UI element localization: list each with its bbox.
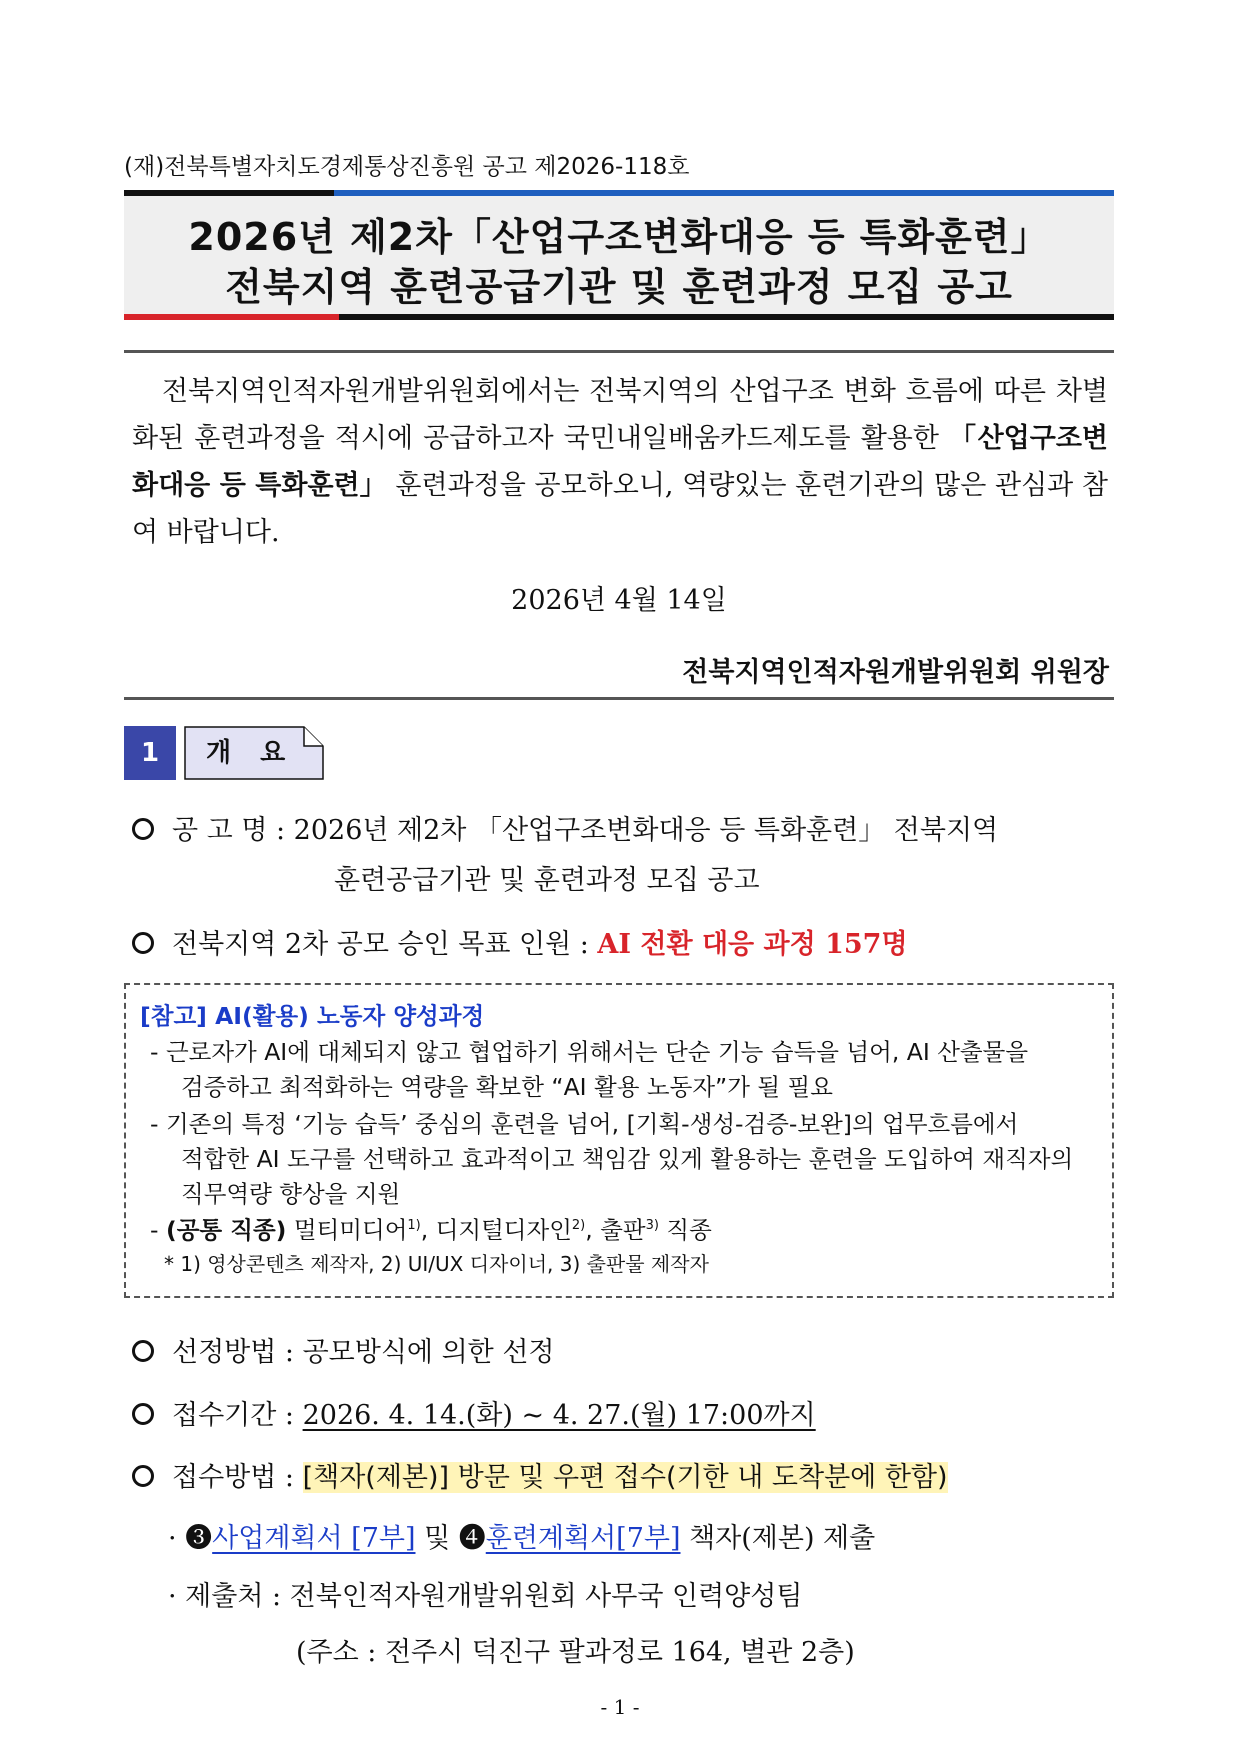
- item-target-label: 전북지역 2차 공모 승인 목표 인원 :: [172, 929, 598, 960]
- section-number: 1: [124, 726, 176, 780]
- reference-line: 직무역량 향상을 지원: [181, 1180, 401, 1208]
- circle-bullet-icon: [132, 1465, 154, 1487]
- reference-heading: [참고] AI(활용) 노동자 양성과정: [140, 1002, 485, 1030]
- circle-bullet-icon: [132, 1403, 154, 1425]
- reference-line: 적합한 AI 도구를 선택하고 효과적이고 책임감 있게 활용하는 훈련을 도입하여 재직자의: [181, 1145, 1074, 1173]
- item-application-period: [132, 1393, 816, 1432]
- reference-note: * 1) 영상콘텐츠 제작자, 2) UI/UX 디자이너, 3) 출판물 제작자: [164, 1252, 709, 1276]
- circle-bullet-icon: [132, 932, 154, 954]
- footnote-marker: 1): [407, 1218, 421, 1234]
- item-address: (주소 : 전주시 덕진구 팔과정로 164, 별관 2층): [296, 1637, 855, 1668]
- item-period-value: 2026. 4. 14.(화) ~ 4. 27.(월) 17:00까지: [302, 1400, 816, 1431]
- item-submit-label: 접수방법 :: [172, 1462, 303, 1493]
- reference-occupations-label: (공통 직종): [165, 1216, 287, 1244]
- title-bar-top-blue: [334, 190, 1114, 196]
- notice-date: 2026년 4월 14일: [511, 585, 727, 616]
- documents-prefix: · ❸: [168, 1523, 213, 1554]
- title-bar-top-black: [124, 190, 334, 196]
- reference-occupation: , 출판: [585, 1216, 646, 1244]
- signature: 전북지역인적자원개발위원회 위원장: [682, 657, 1109, 688]
- intro-text-1: 전북지역인적자원개발위원회에서는 전북지역의 산업구조 변화 흐름에 따른 차별화된 훈련과정을 적시에 공급하고자 국민내일배움카드제도를 활용한: [132, 376, 1108, 454]
- item-notice-title-continued: 훈련공급기관 및 훈련과정 모집 공고: [334, 865, 760, 896]
- intro-text-2: 훈련과정을 공모하오니, 역량있는 훈련기관의 많은 관심과 참여 바랍니다.: [132, 470, 1108, 548]
- item-submission-method: [132, 1455, 948, 1494]
- item-submission-place: · 제출처 : 전북인적자원개발위원회 사무국 인력양성팀: [168, 1581, 803, 1612]
- item-documents: [168, 1516, 875, 1555]
- item-selection-method-text: 선정방법 : 공모방식에 의한 선정: [172, 1337, 555, 1368]
- training-plan-link[interactable]: 훈련계획서[7부]: [485, 1523, 681, 1554]
- business-plan-link[interactable]: 사업계획서 [7부]: [212, 1523, 416, 1554]
- reference-occupation: , 디지털디자인: [420, 1216, 572, 1244]
- title-bar-bottom-red: [124, 314, 339, 320]
- footnote-marker: 2): [571, 1218, 586, 1234]
- circle-bullet-icon: [132, 1340, 154, 1362]
- item-period-label: 접수기간 :: [172, 1400, 303, 1431]
- intro-paragraph: [132, 368, 1108, 556]
- reference-occupations: [150, 1211, 712, 1245]
- reference-occupation-suffix: 직종: [658, 1216, 712, 1244]
- section-title: 개 요: [206, 738, 296, 768]
- reference-dash: -: [150, 1216, 166, 1244]
- item-submit-value: [책자(제본)] 방문 및 우편 접수(기한 내 도착분에 한함): [302, 1462, 948, 1493]
- reference-occupation: 멀티미디어: [286, 1216, 408, 1244]
- documents-suffix: 책자(제본) 제출: [680, 1523, 876, 1554]
- title-bar-bottom-black: [339, 314, 1114, 320]
- title-line-2: 전북지역 훈련공급기관 및 훈련과정 모집 공고: [225, 265, 1013, 309]
- reference-line: - 기존의 특정 ‘기능 습득’ 중심의 훈련을 넘어, [기획-생성-검증-보완]의 업무흐름에서: [150, 1110, 1019, 1138]
- title-box: [124, 190, 1114, 320]
- section-title-box: [184, 726, 324, 780]
- intro-text-bold: 「산업구조변화대응 등 특화훈련」: [132, 423, 1108, 501]
- item-target: [132, 922, 908, 961]
- page-number: - 1 -: [600, 1695, 640, 1719]
- item-notice-title-text: 공 고 명 : 2026년 제2차 「산업구조변화대응 등 특화훈련」 전북지역: [172, 815, 999, 846]
- reference-line: - 근로자가 AI에 대체되지 않고 협업하기 위해서는 단순 기능 습득을 넘어, AI 산출물을: [150, 1038, 1029, 1066]
- circle-bullet-icon: [132, 818, 154, 840]
- documents-mid: 및 ❹: [415, 1523, 486, 1554]
- reference-line: 검증하고 최적화하는 역량을 확보한 “AI 활용 노동자”가 될 필요: [181, 1073, 833, 1101]
- item-selection-method: [132, 1330, 555, 1369]
- title-line-1: 2026년 제2차「산업구조변화대응 등 특화훈련」: [188, 215, 1050, 259]
- item-target-value: AI 전환 대응 과정 157명: [597, 929, 908, 960]
- notice-number: (재)전북특별자치도경제통상진흥원 공고 제2026-118호: [124, 154, 690, 180]
- item-notice-title: [132, 808, 998, 847]
- footnote-marker: 3): [645, 1218, 659, 1234]
- divider-bottom: [124, 697, 1114, 700]
- reference-box: [124, 983, 1114, 1298]
- divider-top: [124, 350, 1114, 353]
